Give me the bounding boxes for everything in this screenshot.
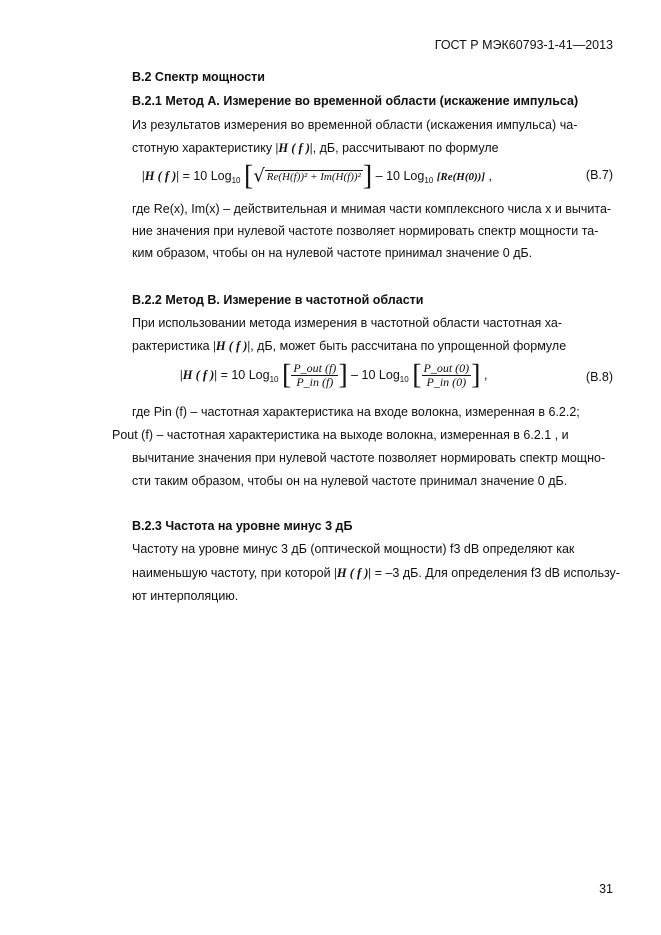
log-base: 10	[399, 375, 409, 384]
b21-paragraph-line: где Re(x), Im(x) – действительная и мнимая части комплексного числа x и вычита-	[132, 202, 612, 216]
log-base: 10	[269, 375, 279, 384]
formula-hf: |H ( f )|	[334, 566, 372, 580]
numerator: P_out (f)	[293, 361, 337, 376]
denominator: P_in (0)	[426, 375, 467, 390]
text: наименьшую частоту, при которой	[132, 566, 331, 580]
text: , дБ, рассчитывают по формуле	[312, 141, 499, 155]
bracket-left: [	[412, 359, 422, 391]
log-base: 10	[424, 176, 434, 185]
eq-log: = 10 Log	[220, 368, 270, 382]
eq-log: = 10 Log	[182, 169, 232, 183]
b22-paragraph-line: При использовании метода измерения в частотной области частотная ха-	[132, 316, 562, 330]
formula-hf: |H ( f )|	[275, 141, 313, 155]
eq-comma: ,	[483, 368, 488, 382]
eq-log2: – 10 Log	[375, 169, 425, 183]
section-b22-title: В.2.2 Метод В. Измерение в частотной области	[132, 293, 424, 307]
numerator: P_out (0)	[423, 361, 470, 376]
section-b2-title: В.2 Спектр мощности	[132, 70, 265, 84]
b23-paragraph-line: ют интерполяцию.	[132, 589, 239, 603]
b21-paragraph-line	[132, 141, 499, 156]
log-base: 10	[231, 176, 241, 185]
b22-paragraph-line: где Pin (f) – частотная характеристика на входе волокна, измеренная в 6.2.2;	[132, 405, 580, 419]
eq-log2: – 10 Log	[351, 368, 400, 382]
fraction-p0	[422, 362, 472, 389]
text: = –3 дБ. Для определения f3 dB использу-	[374, 566, 620, 580]
text: рактеристика	[132, 339, 210, 353]
radicand: Re(H(f))² + Im(H(f))²	[266, 170, 361, 183]
section-b23-title: В.2.3 Частота на уровне минус 3 дБ	[132, 519, 353, 533]
b21-paragraph-line: ким образом, чтобы он на нулевой частоте принимал значение 0 дБ.	[132, 246, 533, 260]
denominator: P_in (f)	[296, 375, 334, 390]
bracket-left: [	[281, 359, 292, 391]
eq-lhs: |H ( f )|	[142, 169, 180, 183]
doc-header: ГОСТ Р МЭК60793-1-41—2013	[434, 38, 613, 52]
text: , дБ, может быть рассчитана по упрощенной формуле	[250, 339, 567, 353]
b22-paragraph-line: вычитание значения при нулевой частоте позволяет нормировать спектр мощно-	[132, 451, 606, 465]
equation-b8	[180, 357, 487, 393]
equation-number-b8: (В.8)	[585, 370, 613, 384]
eq-re0: [Re(H(0))]	[436, 171, 485, 183]
bracket-right: ]	[338, 359, 348, 391]
formula-hf: |H ( f )|	[213, 339, 251, 353]
text: стотную характеристику	[132, 141, 273, 155]
b22-paragraph-line	[132, 339, 566, 354]
eq-comma: ,	[488, 169, 492, 183]
bracket-right: ]	[362, 160, 373, 192]
bracket-right: ]	[471, 359, 481, 391]
section-b21-title: В.2.1 Метод А. Измерение во временной области (искажение импульса)	[132, 94, 579, 108]
page-number: 31	[599, 882, 613, 896]
equation-b7	[142, 162, 492, 190]
equation-number-b7: (В.7)	[585, 168, 613, 182]
b22-paragraph-line: Pout (f) – частотная характеристика на выходе волокна, измеренная в 6.2.1 , и	[112, 428, 569, 442]
fraction-pf	[291, 362, 338, 389]
b21-paragraph-line: ние значения при нулевой частоте позволяет нормировать спектр мощности та-	[132, 224, 599, 238]
bracket-left: [	[243, 160, 254, 192]
eq-lhs: |H ( f )|	[180, 368, 218, 382]
b23-paragraph-line: Частоту на уровне минус 3 дБ (оптической мощности) f3 dB определяют как	[132, 542, 575, 556]
b21-paragraph-line: Из результатов измерения во временной области (искажения импульса) ча-	[132, 118, 578, 132]
b23-paragraph-line	[132, 566, 620, 581]
b22-paragraph-line: сти таким образом, чтобы он на нулевой частоте принимал значение 0 дБ.	[132, 474, 568, 488]
sqrt-sign: √	[253, 165, 265, 187]
